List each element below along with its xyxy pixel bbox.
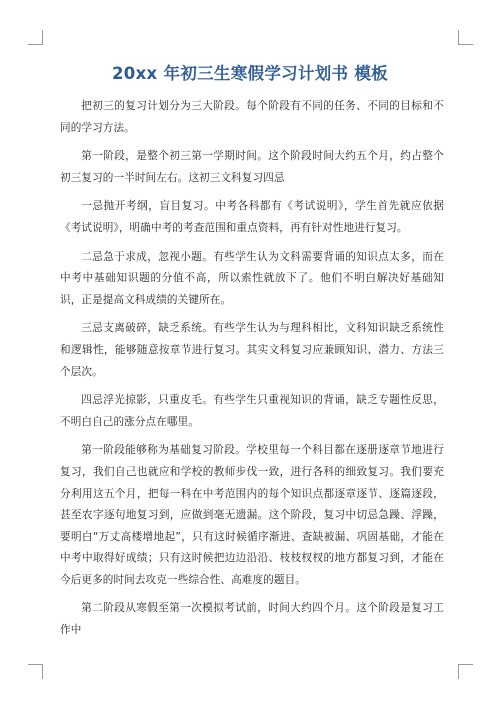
paragraph-intro: 把初三的复习计划分为三大阶段。每个阶段有不同的任务、不同的目标和不同的学习方法。 bbox=[60, 100, 444, 134]
crop-mark-top-right bbox=[458, 30, 473, 45]
paragraph-taboo-one: 一忌抛开考纲，盲目复习。中考各科都有《考试说明》，学生首先就应依据《考试说明》，明确中考的考查范围和重点资料，再有针对性地进行复习。 bbox=[60, 200, 444, 234]
document-body bbox=[60, 96, 444, 642]
crop-mark-bottom-right bbox=[458, 664, 473, 679]
paragraph-taboo-two: 二忌急于求成，忽视小题。有些学生认为文科需要背诵的知识点太多，而在中考中基础知识题的分值不高，所以索性就放下了。他们不明白解决好基础知识，正是提高文科成绩的关键所在。 bbox=[60, 250, 444, 306]
document-title: 20xx 年初三生寒假学习计划书 模板 bbox=[112, 64, 388, 83]
paragraph-taboo-three: 三忌支离破碎，缺乏系统。有些学生认为与理科相比，文科知识缺乏系统性和逻辑性，能够随意按章节进行复习。其实文科复习应兼顾知识、潜力、方法三个层次。 bbox=[60, 322, 444, 378]
paragraph-basic-review: 第一阶段能够称为基础复习阶段。学校里每一个科目都在逐册逐章节地进行复习，我们自己也就应和学校的教师步伐一致，进行各科的细致复习。我们要充分利用这五个月，把每一科在中考范围内的每个知识点都逐章逐节、逐篇逐段，甚至农字逐句地复习到，应做到毫无遗漏。这个阶段，复习中切忌急躁、浮躁，要明白“万丈高楼增地起”，只有这时候循序渐进、查缺被漏、巩固基础，才能在中考中取得好成绩；只有这时候把边边沿沿、枝枝杈杈的地方都复习到，才能在今后更多的时间去攻克一些综合性、高难度的题目。 bbox=[60, 444, 444, 586]
crop-mark-bottom-left bbox=[28, 664, 43, 679]
crop-mark-top-left bbox=[28, 30, 43, 45]
paragraph-taboo-four: 四忌浮光掠影，只重皮毛。有些学生只重视知识的背诵，缺乏专题性反思，不明白自己的涨分点在哪里。 bbox=[60, 394, 444, 428]
paragraph-stage-two: 第二阶段从寒假至第一次模拟考试前，时间大约四个月。这个阶段是复习工作中 bbox=[60, 602, 444, 637]
paragraph-stage-one: 第一阶段，是整个初三第一学期时间。这个阶段时间大约五个月，约占整个初三复习的一半时间左右。这初三文科复习四忌 bbox=[60, 150, 444, 184]
